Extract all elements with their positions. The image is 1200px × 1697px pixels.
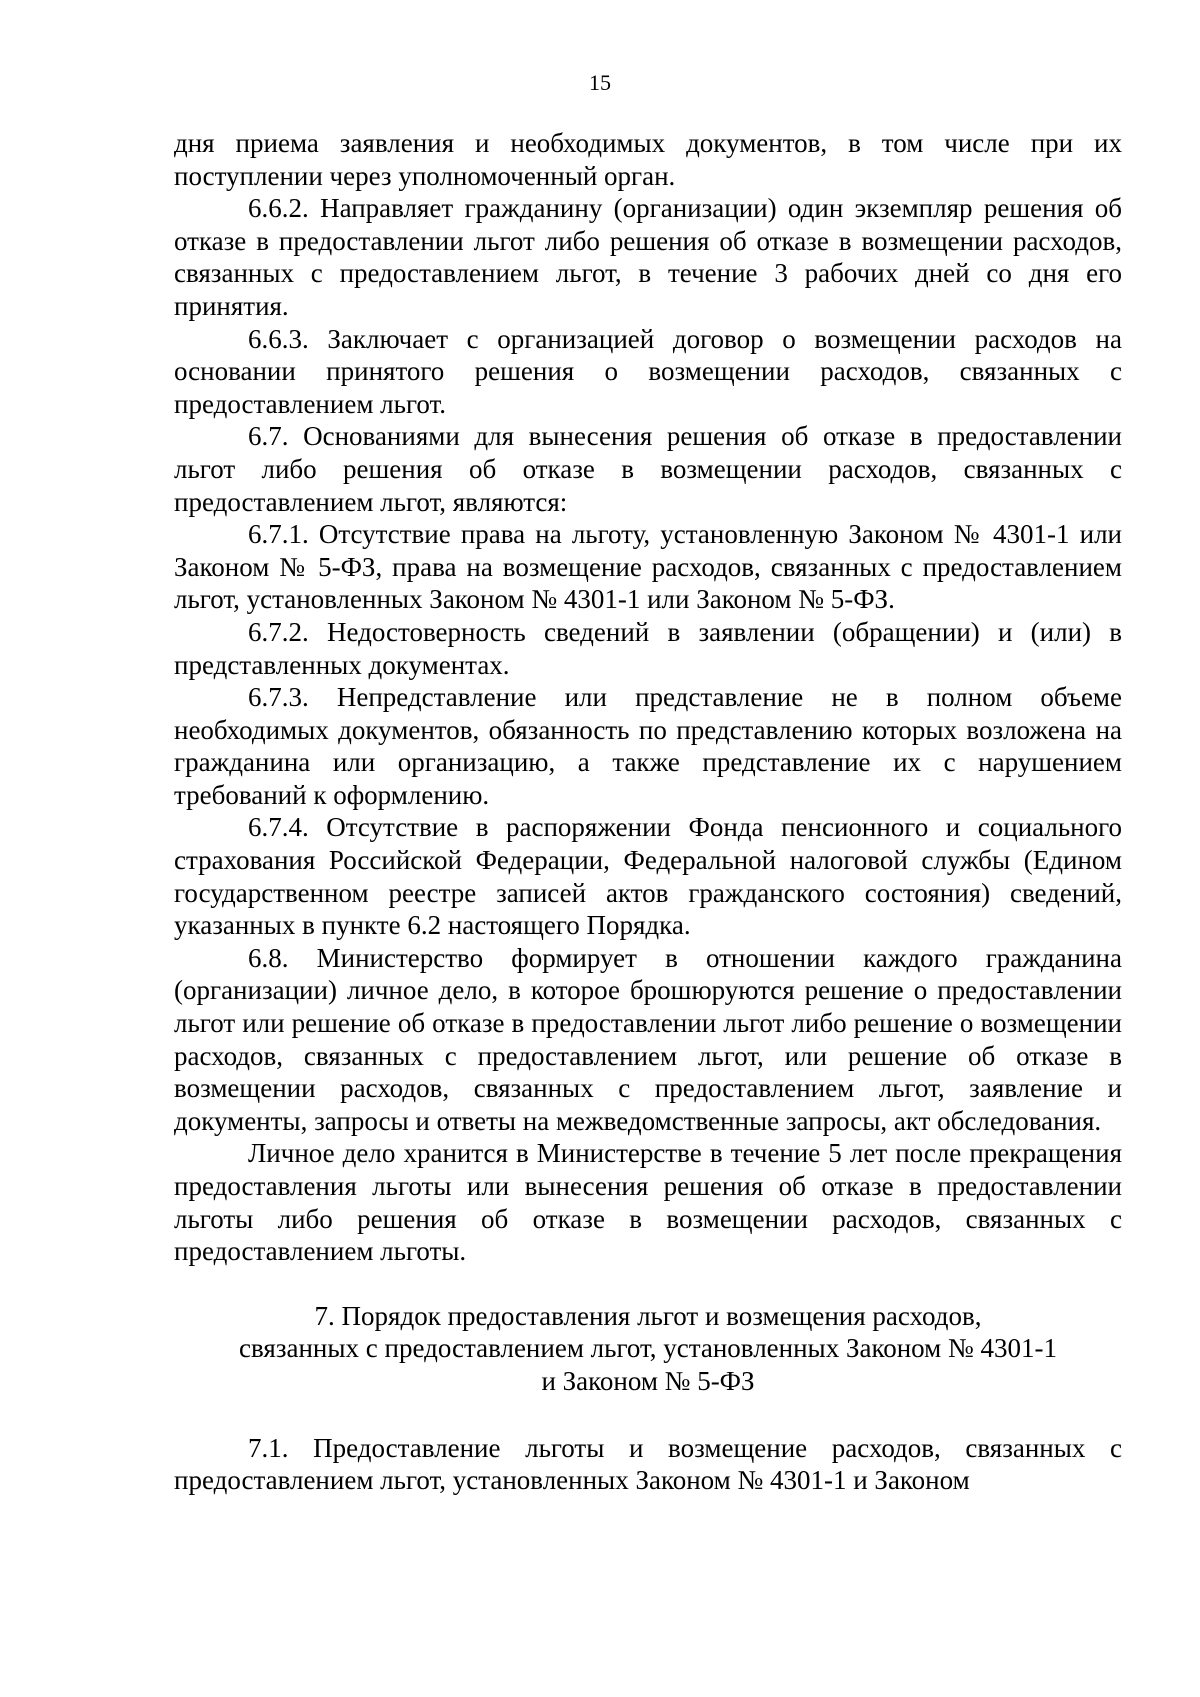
page-number: 15 <box>589 70 611 95</box>
section-heading-line: 7. Порядок предоставления льгот и возмещения расходов, <box>314 1300 982 1331</box>
paragraph-6-6-3: 6.6.3. Заключает с организацией договор о возмещении расходов на основании принятого решения о возмещении расходов, связанных с предоставлением льгот. <box>174 323 1122 419</box>
paragraph-6-7-2: 6.7.2. Недостоверность сведений в заявлении (обращении) и (или) в представленных документах. <box>174 616 1122 680</box>
document-body <box>174 127 1122 1497</box>
paragraph-6-7-3: 6.7.3. Непредставление или представление не в полном объеме необходимых документов, обязанность по представлению которых возложена на гражданина или организацию, а также представление их с нарушением требований к оформлению. <box>174 682 1122 810</box>
paragraph-7-1: 7.1. Предоставление льготы и возмещение расходов, связанных с предоставлением льгот, установленных Законом № 4301-1 и Законом <box>174 1432 1122 1496</box>
paragraph-6-6-2: 6.6.2. Направляет гражданину (организации) один экземпляр решения об отказе в предоставлении льгот либо решения об отказе в возмещении расходов, связанных с предоставлением льгот, в течение 3 рабочих дней со дня его принятия. <box>174 193 1122 321</box>
paragraph-6-7: 6.7. Основаниями для вынесения решения об отказе в предоставлении льгот либо решения об отказе в возмещении расходов, связанных с предоставлением льгот, являются: <box>174 421 1122 517</box>
paragraph-6-7-4: 6.7.4. Отсутствие в распоряжении Фонда пенсионного и социального страхования Российской Федерации, Федеральной налоговой службы (Едином государственном реестре записей актов гражданского состояния) сведений, указанных в пункте 6.2 настоящего Порядка. <box>174 812 1122 941</box>
paragraph-6-8: 6.8. Министерство формирует в отношении каждого гражданина (организации) личное дело, в которое брошюруются решение о предоставлении льгот или решение об отказе в предоставлении льгот либо решение о возмещении расходов, связанных с предоставлением льгот, или решение об отказе в возмещении расходов, связанных с предоставлением льгот, заявление и документы, запросы и ответы на межведомственные запросы, акт обследования. <box>174 942 1122 1136</box>
section-7-heading <box>174 1268 1122 1432</box>
paragraph-continuation: дня приема заявления и необходимых документов, в том числе при их поступлении через уполномоченный орган. <box>174 128 1122 191</box>
paragraph-personal-file-storage: Личное дело хранится в Министерстве в течение 5 лет после прекращения предоставления льготы или вынесения решения об отказе в предоставлении льготы либо решения об отказе в возмещении расходов, связанных с предоставлением льготы. <box>174 1138 1122 1267</box>
section-heading-line: и Законом № 5-ФЗ <box>541 1365 755 1396</box>
section-heading-line: связанных с предоставлением льгот, установленных Законом № 4301-1 <box>239 1333 1057 1364</box>
paragraph-6-7-1: 6.7.1. Отсутствие права на льготу, установленную Законом № 4301-1 или Законом № 5-ФЗ, права на возмещение расходов, связанных с предоставлением льгот, установленных Законом № 4301-1 или Законом № 5-ФЗ. <box>174 519 1122 615</box>
